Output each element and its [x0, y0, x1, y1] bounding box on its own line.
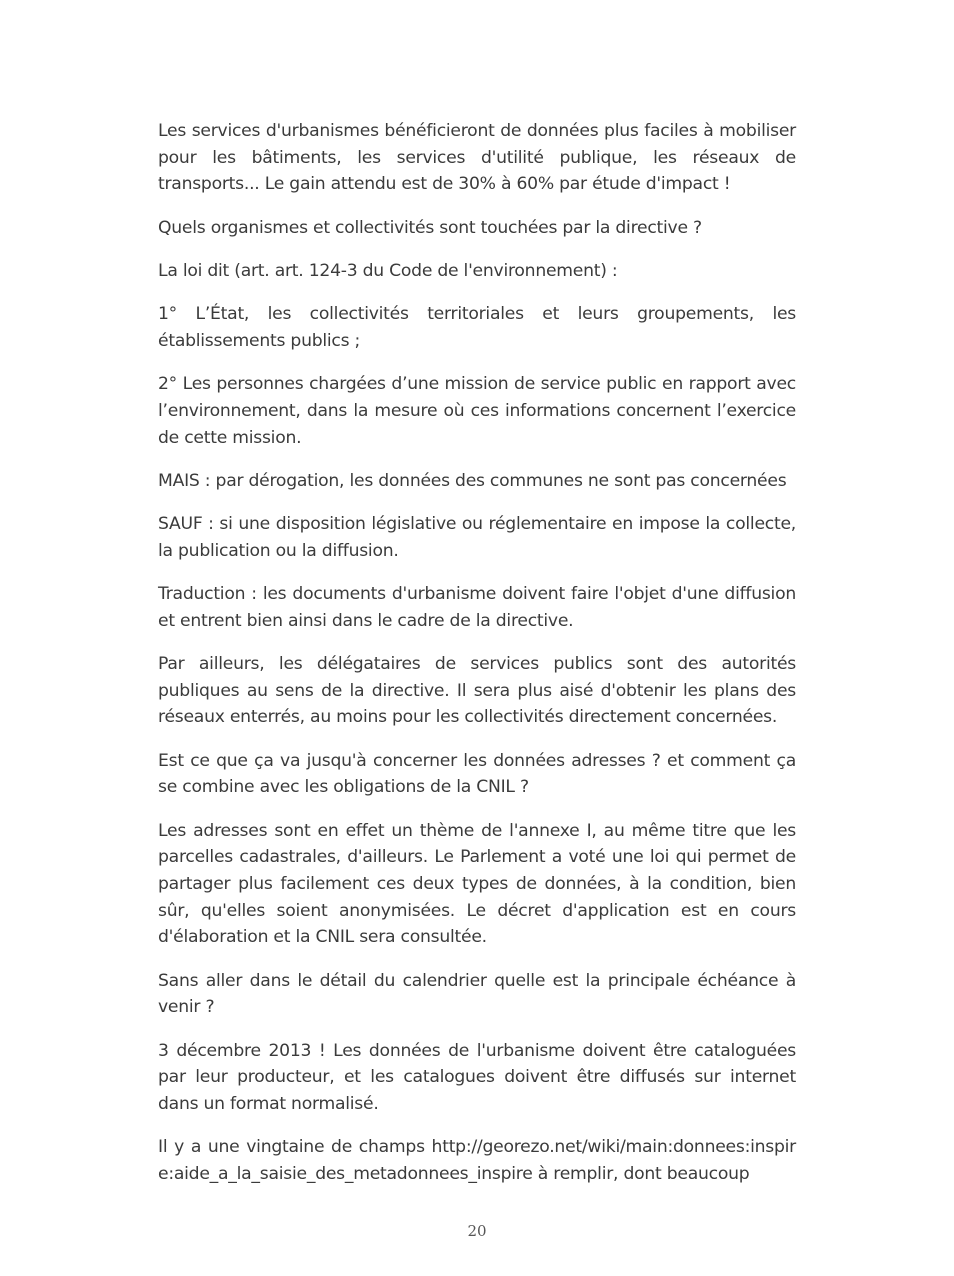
- paragraph-law-reference: La loi dit (art. art. 124-3 du Code de l'environnement) :: [158, 260, 618, 281]
- paragraph-question-calendar: Sans aller dans le détail du calendrier quelle est la principale échéance à venir ?: [158, 970, 796, 1018]
- page-number: 20: [467, 1222, 487, 1240]
- page-body: [158, 118, 796, 1187]
- paragraph-question-organisms: Quels organismes et collectivités sont touchées par la directive ?: [158, 217, 702, 238]
- paragraph-traduction: Traduction : les documents d'urbanisme doivent faire l'objet d'une diffusion et entrent bien ainsi dans le cadre de la directive.: [158, 584, 796, 631]
- paragraph-benefits: Les services d'urbanismes bénéficieront de données plus faciles à mobiliser pour les bâtiments, les services d'utilité publique, les réseaux de transports... Le gain attendu est de 30% à 60% par étude d'impact !: [158, 121, 796, 195]
- paragraph-sauf: SAUF : si une disposition législative ou réglementaire en impose la collecte, la publication ou la diffusion.: [158, 514, 796, 561]
- paragraph-question-adresses: Est ce que ça va jusqu'à concerner les données adresses ? et comment ça se combine avec les obligations de la CNIL ?: [158, 750, 796, 798]
- paragraph-item-1: 1° L’État, les collectivités territoriales et leurs groupements, les établissements publics ;: [158, 304, 796, 351]
- paragraph-item-2: 2° Les personnes chargées d’une mission de service public en rapport avec l’environnement, dans la mesure où ces informations concernent l’exercice de cette mission.: [158, 374, 796, 448]
- paragraph-deadline: 3 décembre 2013 ! Les données de l'urbanisme doivent être cataloguées par leur producteur, et les catalogues doivent être diffusés sur internet dans un format normalisé.: [158, 1040, 796, 1114]
- paragraph-delegataires: Par ailleurs, les délégataires de services publics sont des autorités publiques au sens de la directive. Il sera plus aisé d'obtenir les plans des réseaux enterrés, au moins pour les collectivités directement concernées.: [158, 654, 796, 728]
- paragraph-adresses-answer: Les adresses sont en effet un thème de l'annexe I, au même titre que les parcelles cadastrales, d'ailleurs. Le Parlement a voté une loi qui permet de partager plus facilement ces deux types de données, à la condition, bien sûr, qu'elles soient anonymisées. Le décret d'application est en cours d'élaboration et la CNIL sera consultée.: [158, 820, 796, 948]
- paragraph-mais: MAIS : par dérogation, les données des communes ne sont pas concernées: [158, 470, 787, 491]
- paragraph-metadata-fields: Il y a une vingtaine de champs http://georezo.net/wiki/main:donnees:inspire:aide_a_la_saisie_des_metadonnees_inspire à remplir, dont beaucoup: [158, 1137, 796, 1184]
